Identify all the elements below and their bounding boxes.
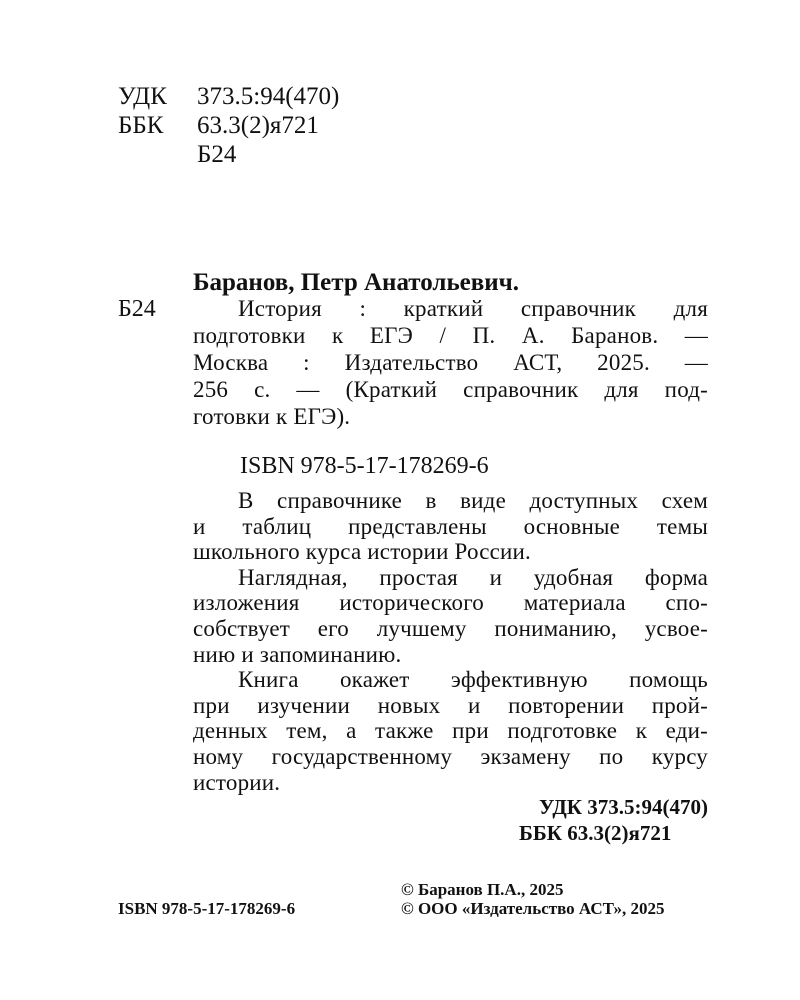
bibliographic-record: [193, 295, 708, 430]
annotation-line: В справочнике в виде доступных схем: [238, 488, 708, 513]
annotation-line: ному государственному экзамену по курсу: [193, 743, 708, 769]
annotation-line: Наглядная, простая и удобная форма: [238, 564, 708, 590]
footer-udk: УДК 373.5:94(470): [539, 795, 708, 819]
bbk-label: ББК: [118, 112, 164, 139]
record-line: 256 с. — (Краткий справочник для под-: [193, 377, 708, 402]
annotation: [193, 488, 708, 795]
annotation-line: денных тем, а также при подготовке к еди-: [193, 718, 708, 744]
annotation-line: нию и запоминанию.: [193, 641, 402, 667]
copyright-author: © Баранов П.А., 2025: [401, 880, 564, 899]
author-mark-left: Б24: [118, 296, 156, 322]
copyright-publisher: © ООО «Издательство АСТ», 2025: [401, 899, 665, 918]
annotation-line: школьного курса истории России.: [193, 539, 532, 565]
annotation-line: Книга окажет эффективную помощь: [238, 667, 708, 693]
record-line: Москва : Издательство АСТ, 2025. —: [193, 350, 708, 375]
copyright-isbn: ISBN 978-5-17-178269-6: [118, 899, 296, 918]
author-mark-top: Б24: [197, 141, 237, 168]
annotation-line: истории.: [193, 769, 281, 795]
annotation-line: и таблиц представлены основные темы: [193, 513, 708, 539]
author-heading: Баранов, Петр Анатольевич.: [193, 269, 520, 296]
udk-value: 373.5:94(470): [197, 83, 340, 110]
record-line: История : краткий справочник для: [238, 296, 708, 321]
udk-label: УДК: [118, 83, 167, 110]
isbn-record: ISBN 978-5-17-178269-6: [240, 453, 489, 479]
bbk-value: 63.3(2)я721: [197, 112, 319, 139]
annotation-line: изложения исторического материала спо-: [193, 590, 708, 616]
annotation-line: при изучении новых и повторении прой-: [193, 692, 708, 718]
record-line: готовки к ЕГЭ).: [193, 404, 351, 429]
annotation-line: собствует его лучшему пониманию, усвое-: [193, 615, 708, 641]
record-line: подготовки к ЕГЭ / П. А. Баранов. —: [193, 323, 708, 348]
footer-bbk: ББК 63.3(2)я721: [519, 821, 672, 845]
